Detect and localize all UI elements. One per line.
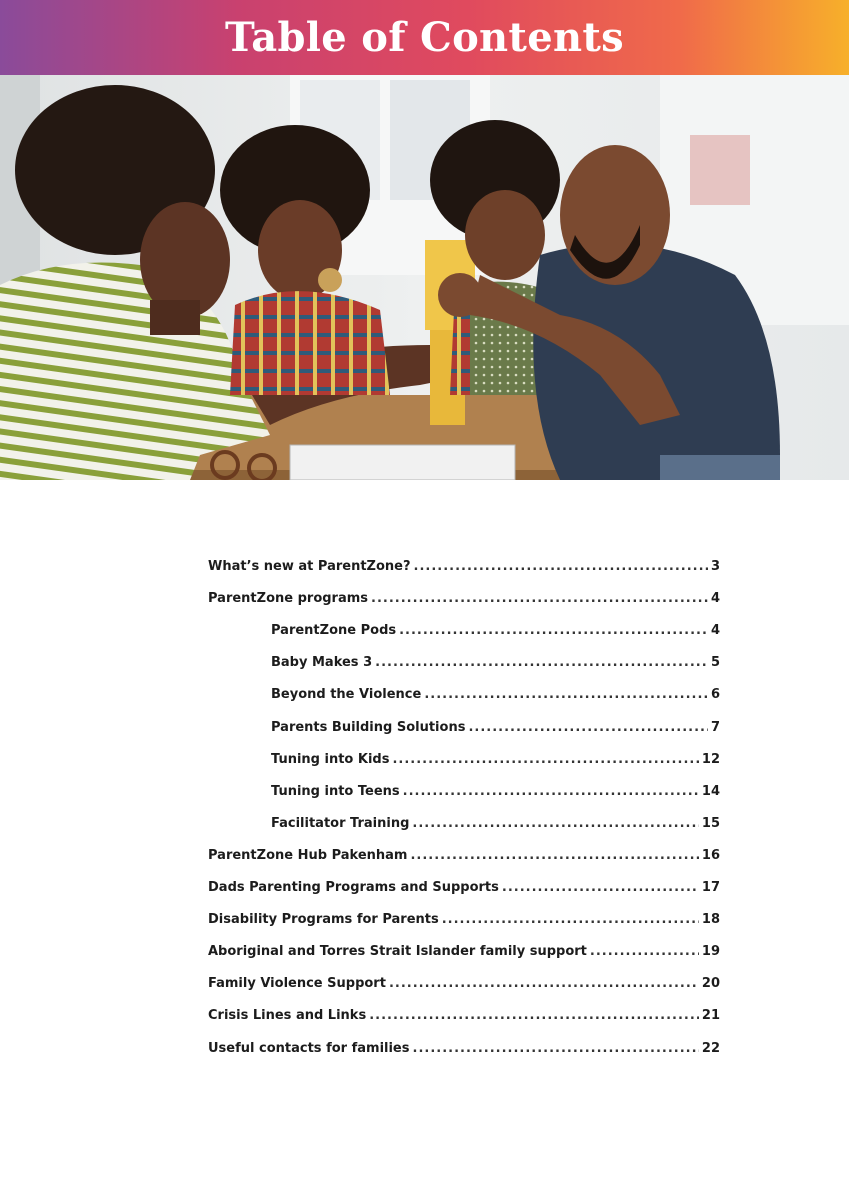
toc-entry-page-number: 18 — [701, 912, 720, 927]
toc-leader-dots — [412, 816, 699, 831]
toc-entry[interactable] — [208, 559, 720, 579]
toc-entry-title: Crisis Lines and Links — [208, 1008, 367, 1023]
toc-entry-title: Tuning into Kids — [271, 752, 390, 767]
toc-entry-title: Disability Programs for Parents — [208, 912, 439, 927]
toc-leader-dots — [403, 784, 699, 799]
toc-entry-page-number: 22 — [701, 1041, 720, 1056]
toc-leader-dots — [371, 591, 708, 606]
toc-entry-title: Facilitator Training — [271, 816, 410, 831]
toc-entry-title: What’s new at ParentZone? — [208, 559, 411, 574]
toc-entry-title: Aboriginal and Torres Strait Islander family support — [208, 944, 587, 959]
toc-entry-page-number: 15 — [701, 816, 720, 831]
toc-entry[interactable] — [208, 976, 720, 996]
toc-entry-page-number: 4 — [710, 591, 720, 606]
toc-leader-dots — [468, 720, 708, 735]
toc-entry-page-number: 12 — [701, 752, 720, 767]
toc-leader-dots — [375, 655, 708, 670]
family-photo — [0, 75, 849, 480]
toc-entry-title: Beyond the Violence — [271, 687, 422, 702]
toc-entry[interactable] — [271, 784, 720, 804]
toc-entry-title: ParentZone Pods — [271, 623, 397, 638]
toc-leader-dots — [369, 1008, 699, 1023]
toc-entry-title: Family Violence Support — [208, 976, 386, 991]
toc-entry[interactable] — [271, 752, 720, 772]
page-title: Table of Contents — [225, 14, 624, 61]
toc-entry-page-number: 17 — [701, 880, 720, 895]
toc-leader-dots — [389, 976, 699, 991]
toc-entry[interactable] — [208, 1008, 720, 1028]
page-header — [0, 0, 849, 75]
toc-entry-title: Parents Building Solutions — [271, 720, 466, 735]
toc-entry-page-number: 21 — [701, 1008, 720, 1023]
toc-leader-dots — [392, 752, 698, 767]
toc-entry-page-number: 3 — [710, 559, 720, 574]
toc-entry[interactable] — [208, 848, 720, 868]
toc-leader-dots — [399, 623, 708, 638]
toc-entry[interactable] — [208, 944, 720, 964]
toc-entry[interactable] — [271, 816, 720, 836]
toc-entry-page-number: 7 — [710, 720, 720, 735]
toc-entry-page-number: 6 — [710, 687, 720, 702]
toc-entry[interactable] — [271, 623, 720, 643]
toc-entry[interactable] — [208, 591, 720, 611]
toc-entry-title: ParentZone programs — [208, 591, 369, 606]
toc-entry-title: Baby Makes 3 — [271, 655, 373, 670]
toc-leader-dots — [414, 559, 708, 574]
toc-leader-dots — [413, 1041, 699, 1056]
toc-entry-title: Tuning into Teens — [271, 784, 400, 799]
toc-entry-title: Dads Parenting Programs and Supports — [208, 880, 499, 895]
toc-entry-page-number: 20 — [701, 976, 720, 991]
toc-entry[interactable] — [208, 1041, 720, 1061]
toc-leader-dots — [442, 912, 699, 927]
toc-leader-dots — [410, 848, 698, 863]
toc-entry-page-number: 14 — [701, 784, 720, 799]
toc-leader-dots — [424, 687, 708, 702]
toc-entry[interactable] — [208, 912, 720, 932]
toc-leader-dots — [590, 944, 699, 959]
toc-entry[interactable] — [271, 720, 720, 740]
toc-entry-page-number: 19 — [701, 944, 720, 959]
toc-entry-page-number: 16 — [701, 848, 720, 863]
toc-entry[interactable] — [208, 880, 720, 900]
toc-entry[interactable] — [271, 687, 720, 707]
toc-leader-dots — [502, 880, 699, 895]
toc-entry[interactable] — [271, 655, 720, 675]
toc-entry-title: Useful contacts for families — [208, 1041, 410, 1056]
toc-entry-page-number: 5 — [710, 655, 720, 670]
toc-entry-title: ParentZone Hub Pakenham — [208, 848, 408, 863]
toc-entry-page-number: 4 — [710, 623, 720, 638]
